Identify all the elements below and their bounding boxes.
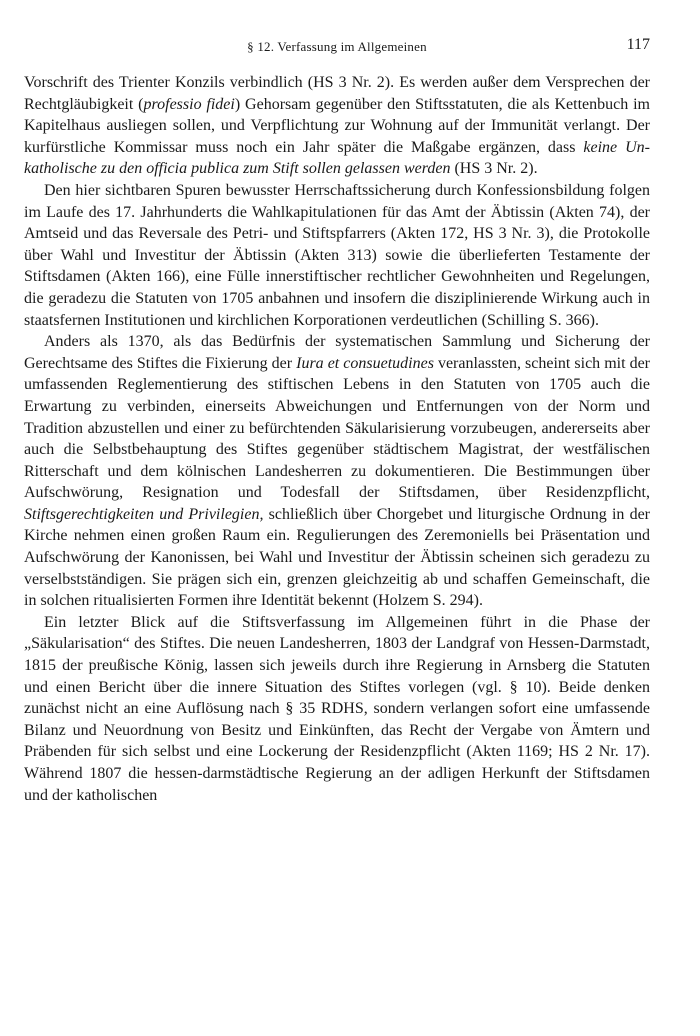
text-run: Anders als 1370, als das Bedürfnis der systematischen Sammlung und Sicherung der Gerechtsame des Stiftes die Fixierung der [24,333,650,372]
text-run: (HS 3 Nr. 2). [450,160,538,178]
italic-phrase: professio fidei [143,95,235,113]
text-run: Den hier sichtbaren Spuren bewusster Herrschaftssicherung durch Konfessionsbildung folgen im Laufe des 17. Jahrhunderts die Wahlkapitulationen für das Amt der Äbtissin (Akten 74), der Amtseid und das Reversale des Petri- und Stiftspfarrers (Akten 172, HS 3 Nr. 3), die Protokolle über Wahl und Investitur der Äbtissin (Akten 313) sowie die überlieferten Testamente der Stiftsdamen (Akten 166), eine Fülle innerstiftischer rechtlicher Gewohnheiten und Regelungen, die geradezu die Statuten von 1705 anbahnen und insofern die disziplinierende Wirkung auch in staatsfernen Institutionen und kirchlichen Korporationen verdeutlichen (Schilling S. 366). [24,181,650,329]
text-run: ) Gehorsam gegenüber den Stiftsstatuten, die als Kettenbuch im Kapitelhaus ausliegen sollen, und Verpflichtung zur Wohnung auf der Immunität verlangt. Der kurfürstliche Kommissar muss noch ein Jahr später die Maßgabe ergänzen, dass [24,95,650,156]
text-run: Vorschrift des Trienter Konzils verbindlich (HS 3 Nr. 2). Es werden außer dem Versprechen der Rechtgläubigkeit ( [24,74,650,113]
page-number: 117 [626,36,650,53]
text-run: Ein letzter Blick auf die Stiftsverfassung im Allgemeinen führt in die Phase der „Säkularisation“ des Stiftes. Die neuen Landesherren, 1803 der Landgraf von Hessen-Darmstadt, 1815 der preußische König, lassen sich jeweils durch ihre Regierung in Arnsberg die Statuten und einen Bericht über die innere Situation des Stiftes vorlegen (vgl. § 10). Beide denken zunächst nicht an eine Auflösung nach § 35 RDHS, sondern verlangen sofort eine umfassende Bilanz und Neuordnung von Besitz und Einkünften, das Recht der Vergabe von Ämtern und Präbenden für sich selbst und eine Lockerung der Residenzpflicht (Akten 1169; HS 2 Nr. 17). Während 1807 die hessen-darmstädtische Regierung an der adligen Herkunft der Stiftsdamen und der katholischen [24,613,650,804]
running-title: § 12. Verfassung im Allgemeinen [247,39,427,54]
italic-phrase: Iura et consuetudines [296,354,434,372]
italic-phrase: Stiftsgerechtigkeiten und Privilegien, [24,505,264,523]
paragraph-3 [24,331,650,612]
italic-phrase: keine Unkatholische zu den officia publica zum Stift sollen gelassen werden [24,138,650,178]
running-head [24,36,650,60]
paragraph-2 [24,180,650,331]
text-run: veranlassten, scheint sich mit der umfassenden Reglementierung des stiftischen Lebens in den Statuten von 1705 auch die Erwartung zu verbinden, einerseits Abweichungen und Entfernungen von der Norm und Tradition abzustellen und einer zu befürchtenden Säkularisierung vorzubeugen, andererseits aber auch die Selbstbehauptung des Stiftes gegenüber städtischem Magistrat, der westfälischen Ritterschaft und dem kölnischen Landesherren zu dokumentieren. Die Bestimmungen über Aufschwörung, Resignation und Todesfall der Stiftsdamen, über Residenzpflicht, [24,354,651,502]
book-page [24,36,650,806]
body-text [24,72,650,806]
paragraph-4 [24,612,650,806]
paragraph-1 [24,72,650,180]
text-run: schließlich über Chorgebet und liturgische Ordnung in der Kirche nehmen einen großen Raum ein. Regulierungen des Zeremoniells bei Präsentation und Aufschwörung der Kanonissen, bei Wahl und Investitur der Äbtissin scheinen sich geradezu zu verselbstständigen. Sie prägen sich ein, grenzen gleichzeitig ab und schaffen Gemeinschaft, die in solchen ritualisierten Formen ihre Identität bekennt (Holzem S. 294). [24,505,651,610]
